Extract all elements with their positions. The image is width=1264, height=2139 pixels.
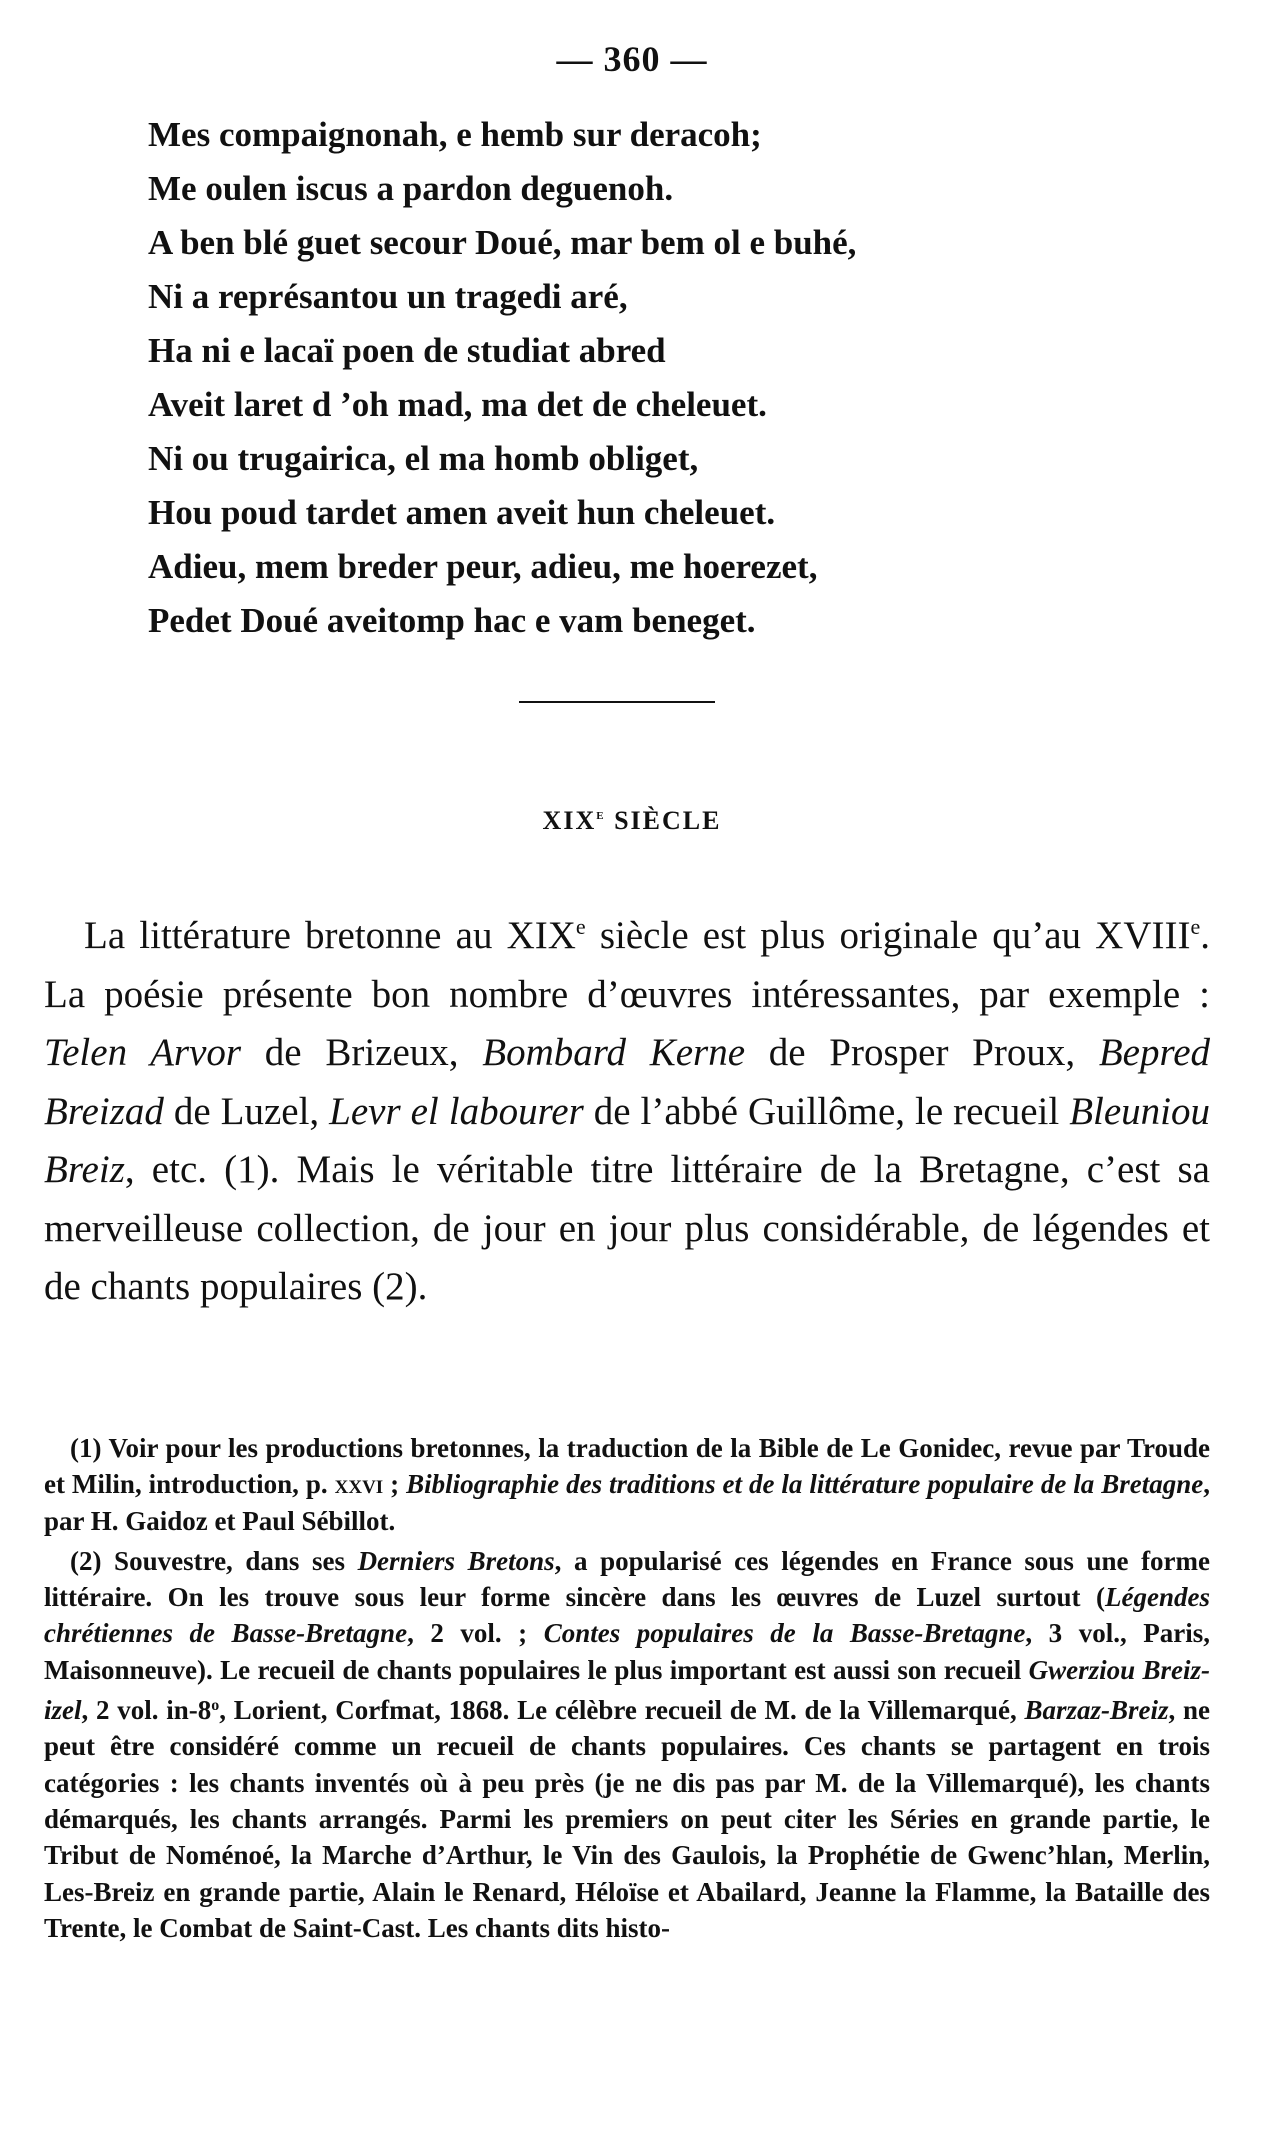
text-run: , Lorient, Corfmat, 1868. Le célèbre recueil de M. de la Villemarqué, — [219, 1695, 1025, 1726]
poem-line: Adieu, mem breder peur, adieu, me hoerezet, — [148, 547, 818, 586]
text-run: , a popularisé ces légendes en France sous une forme littéraire. On les trouve sous leur forme sincère dans les œuvres de Luzel surtout ( — [44, 1545, 1211, 1613]
work-title: Gwerziou Breiz-izel — [44, 1654, 1210, 1726]
work-title: Bepred Breizad — [44, 1031, 1211, 1133]
poem-line: Aveit laret d ’oh mad, ma det de cheleuet. — [148, 385, 767, 424]
work-title: Telen Arvor — [44, 1031, 242, 1074]
section-title — [0, 806, 1264, 836]
text-run: , par H. Gaidoz et Paul Sébillot. — [44, 1469, 1210, 1536]
text-run: ; — [383, 1469, 407, 1500]
work-title: Bleuniou Breiz — [44, 1089, 1211, 1191]
page-number: — 360 — — [556, 39, 708, 79]
text-run: , 2 vol. ; — [407, 1618, 544, 1649]
text-run: La littérature bretonne au XIX — [84, 914, 576, 957]
section-title-sup: e — [596, 807, 606, 823]
text-run: , 2 vol. in-8 — [81, 1695, 212, 1726]
text-run: . La poésie présente bon nombre d’œuvres intéressantes, par exemple : — [44, 914, 1210, 1016]
work-title: Barzaz-Breiz — [1024, 1695, 1169, 1726]
section-divider — [519, 701, 715, 703]
poem-line: Ha ni e lacaï poen de studiat abred — [148, 331, 666, 370]
poem — [148, 108, 856, 648]
footnote-2 — [44, 1543, 1210, 1946]
section-title-suffix: SIÈCLE — [605, 806, 722, 835]
superscript: e — [1190, 914, 1201, 939]
text-run: de Luzel, — [163, 1089, 330, 1133]
work-title: Contes populaires de la Basse-Bretagne — [543, 1618, 1026, 1649]
work-title: Derniers Bretons — [357, 1545, 555, 1576]
body-paragraph — [44, 898, 1210, 1317]
text-run: de Brizeux, — [241, 1031, 483, 1074]
text-run: , etc. (1). Mais le véritable titre littéraire de la Bretagne, c’est sa merveilleuse collection, de jour en jour plus considérable, de légendes et de chants populaires (2). — [44, 1148, 1210, 1308]
text-run: de l’abbé Guillôme, le recueil — [583, 1089, 1070, 1133]
superscript: o — [211, 1697, 220, 1715]
superscript: e — [575, 914, 586, 939]
poem-line: Hou poud tardet amen aveit hun cheleuet. — [148, 493, 776, 532]
work-title: Levr el labourer — [329, 1089, 584, 1133]
text-run: de Prosper Proux, — [745, 1031, 1099, 1074]
text-run: , ne peut être considéré comme un recueil de chants populaires. Ces chants se partagent en trois catégories : les chants inventés où à peu près (je ne dis pas par M. de la Villemarqué), les chants démarqués, les chants arrangés. Parmi les premiers on peut citer les Séries en grande partie, le Tribut de Noménoé, la Marche d’Arthur, le Vin des Gaulois, la Prophétie de Gwenc’hlan, Merlin, Les-Breiz en grande partie, Alain le Renard, Héloïse et Abailard, Jeanne la Flamme, la Bataille des Trente, le Combat de Saint-Cast. Les chants dits histo- — [44, 1695, 1210, 1943]
poem-line: Ni a représantou un tragedi aré, — [148, 277, 628, 316]
poem-line: Mes compaignonah, e hemb sur deracoh; — [148, 115, 762, 154]
text-run: (1) Voir pour les productions bretonnes, la traduction de la Bible de Le Gonidec, revue par Troude et Milin, introduction, p. — [44, 1433, 1210, 1500]
poem-line: A ben blé guet secour Doué, mar bem ol e buhé, — [148, 223, 857, 262]
roman-numeral: xxvi — [334, 1469, 384, 1500]
poem-line: Pedet Doué aveitomp hac e vam beneget. — [148, 601, 756, 640]
poem-line: Me oulen iscus a pardon deguenoh. — [148, 169, 674, 208]
text-run: , 3 vol., Paris, Maisonneuve). Le recueil de chants populaires le plus important est aussi son recueil — [44, 1618, 1210, 1685]
text-run: (2) Souvestre, dans ses — [70, 1545, 358, 1576]
text-run: siècle est plus originale qu’au XVIII — [585, 914, 1191, 957]
work-title: Bibliographie des traditions et de la littérature populaire de la Bretagne — [406, 1469, 1204, 1500]
footnotes — [44, 1430, 1210, 1950]
section-title-prefix: XIX — [542, 806, 597, 835]
footnote-1 — [44, 1430, 1210, 1539]
poem-line: Ni ou trugairica, el ma homb obliget, — [148, 439, 699, 478]
work-title: Légendes chrétiennes de Basse-Bretagne — [44, 1582, 1210, 1649]
work-title: Bombard Kerne — [482, 1031, 746, 1074]
